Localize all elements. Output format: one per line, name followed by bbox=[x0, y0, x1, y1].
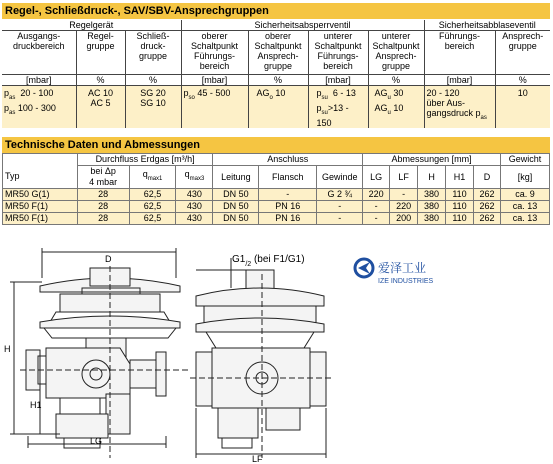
regulator-side-view bbox=[10, 248, 190, 458]
value-unterer-ansprech: $AG_u$ 30 $AG_u$ 10 bbox=[368, 86, 424, 128]
cell-qmax1: 62,5 bbox=[129, 201, 176, 213]
value-schliess: SG 20 SG 10 bbox=[125, 86, 181, 128]
cell-d: 262 bbox=[474, 189, 501, 201]
group-gewicht: Gewicht bbox=[500, 154, 549, 166]
dim-label-lg: LG bbox=[90, 436, 103, 446]
cell-qmax3: 430 bbox=[176, 201, 213, 213]
value-ausgang: $p_{as}$ 20 - 100 $p_{as}$ 100 - 300 bbox=[2, 86, 76, 128]
cell-qmax1: 62,5 bbox=[129, 213, 176, 225]
cell-lg: - bbox=[363, 201, 390, 213]
cell-typ: MR50 F(1) bbox=[3, 213, 78, 225]
header-qmax1: $q_{max1}$ bbox=[129, 166, 176, 189]
dim-label-lf: LF bbox=[252, 454, 263, 464]
cell-bei: 28 bbox=[77, 189, 129, 201]
group-sav: Sicherheitsabsperrventil bbox=[181, 20, 424, 31]
group-anschluss: Anschluss bbox=[213, 154, 363, 166]
header-kg: [kg] bbox=[500, 166, 549, 189]
unit-unterer-bereich: [mbar] bbox=[308, 75, 368, 86]
header-h1: H1 bbox=[446, 166, 474, 189]
col-ansprech: Ansprech- gruppe bbox=[495, 31, 550, 75]
header-bei: bei Δp 4 mbar bbox=[77, 166, 129, 189]
header-d: D bbox=[474, 166, 501, 189]
col-ausgang: Ausgangs- druckbereich bbox=[2, 31, 76, 75]
cell-bei: 28 bbox=[77, 201, 129, 213]
col-unterer-ansprech: unterer Schaltpunkt Ansprech- gruppe bbox=[368, 31, 424, 75]
value-oberer-ansprech: $AG_o$ 10 bbox=[248, 86, 308, 128]
group-regelgeraet: Regelgerät bbox=[2, 20, 181, 31]
group-durchfluss: Durchfluss Erdgas [m³/h] bbox=[77, 154, 213, 166]
unit-unterer-ansprech: % bbox=[368, 75, 424, 86]
cell-typ: MR50 F(1) bbox=[3, 201, 78, 213]
dim-label-d: D bbox=[105, 254, 112, 264]
value-unterer-bereich: $p_{su}$ 6 - 13 $p_{su}>13 - 150$ bbox=[308, 86, 368, 128]
cell-lf: - bbox=[390, 189, 418, 201]
cell-lf: 220 bbox=[390, 201, 418, 213]
col-unterer-bereich: unterer Schaltpunkt Führungs- bereich bbox=[308, 31, 368, 75]
cell-h: 380 bbox=[418, 213, 446, 225]
cell-qmax3: 430 bbox=[176, 213, 213, 225]
cell-flansch: PN 16 bbox=[259, 201, 317, 213]
col-regelgruppe: Regel- gruppe bbox=[76, 31, 125, 75]
cell-h: 380 bbox=[418, 189, 446, 201]
dim-label-h1: H1 bbox=[30, 400, 42, 410]
dim-label-h: H bbox=[4, 344, 11, 354]
cell-lf: 200 bbox=[390, 213, 418, 225]
header-gewinde: Gewinde bbox=[317, 166, 363, 189]
header-lg: LG bbox=[363, 166, 390, 189]
logo-en-text: IZE INDUSTRIES bbox=[378, 278, 434, 285]
col-oberer-bereich: oberer Schaltpunkt Führungs- bereich bbox=[181, 31, 248, 75]
cell-kg: ca. 13 bbox=[500, 213, 549, 225]
cell-flansch: - bbox=[259, 189, 317, 201]
ansprechgruppen-table bbox=[2, 20, 550, 128]
header-h: H bbox=[418, 166, 446, 189]
unit-oberer-bereich: [mbar] bbox=[181, 75, 248, 86]
unit-schliess: % bbox=[125, 75, 181, 86]
header-qmax3: $q_{max3}$ bbox=[176, 166, 213, 189]
cell-h1: 110 bbox=[446, 201, 474, 213]
cell-gewinde: - bbox=[317, 201, 363, 213]
unit-oberer-ansprech: % bbox=[248, 75, 308, 86]
cell-qmax3: 430 bbox=[176, 189, 213, 201]
cell-leitung: DN 50 bbox=[213, 213, 259, 225]
value-oberer-bereich: $p_{so}$ 45 - 500 bbox=[181, 86, 248, 128]
cell-h1: 110 bbox=[446, 213, 474, 225]
cell-flansch: PN 16 bbox=[259, 213, 317, 225]
technical-drawing bbox=[0, 248, 553, 464]
col-oberer-ansprech: oberer Schaltpunkt Ansprech- gruppe bbox=[248, 31, 308, 75]
header-typ-spacer bbox=[3, 154, 78, 166]
ize-logo bbox=[355, 259, 434, 285]
logo-cn-text: 爱泽工业 bbox=[378, 261, 427, 275]
value-fuehrung: 20 - 120 über Aus- gangsdruck $p_{as}$ bbox=[424, 86, 495, 128]
group-sbv: Sicherheitsabblaseventil bbox=[424, 20, 550, 31]
header-flansch: Flansch bbox=[259, 166, 317, 189]
unit-regel: % bbox=[76, 75, 125, 86]
header-leitung: Leitung bbox=[213, 166, 259, 189]
group-abmessungen: Abmessungen [mm] bbox=[363, 154, 501, 166]
regulator-front-view bbox=[190, 258, 334, 458]
cell-d: 262 bbox=[474, 201, 501, 213]
section-title-ansprechgruppen: Regel-, Schließdruck-, SAV/SBV-Ansprechgruppen bbox=[2, 3, 550, 19]
header-typ: Typ bbox=[3, 166, 78, 189]
section-title-technische-daten: Technische Daten und Abmessungen bbox=[2, 137, 550, 153]
unit-ausgang: [mbar] bbox=[2, 75, 76, 86]
cell-qmax1: 62,5 bbox=[129, 189, 176, 201]
table-row bbox=[3, 189, 550, 201]
value-regel: AC 10 AC 5 bbox=[76, 86, 125, 128]
unit-fuehrung: [mbar] bbox=[424, 75, 495, 86]
cell-lg: 220 bbox=[363, 189, 390, 201]
dim-label-g: $G1_{/2}$ (bei F1/G1) bbox=[232, 254, 305, 268]
col-schliessdruck: Schließ- druck- gruppe bbox=[125, 31, 181, 75]
cell-h1: 110 bbox=[446, 189, 474, 201]
cell-leitung: DN 50 bbox=[213, 201, 259, 213]
cell-gewinde: - bbox=[317, 213, 363, 225]
table-row bbox=[3, 201, 550, 213]
cell-typ: MR50 G(1) bbox=[3, 189, 78, 201]
table-row bbox=[3, 213, 550, 225]
cell-kg: ca. 9 bbox=[500, 189, 549, 201]
unit-ansprech: % bbox=[495, 75, 550, 86]
technische-daten-table bbox=[2, 153, 550, 225]
cell-h: 380 bbox=[418, 201, 446, 213]
cell-leitung: DN 50 bbox=[213, 189, 259, 201]
col-fuehrung: Führungs- bereich bbox=[424, 31, 495, 75]
cell-d: 262 bbox=[474, 213, 501, 225]
header-lf: LF bbox=[390, 166, 418, 189]
value-ansprech: 10 bbox=[517, 88, 528, 98]
cell-kg: ca. 13 bbox=[500, 201, 549, 213]
cell-lg: - bbox=[363, 213, 390, 225]
cell-bei: 28 bbox=[77, 213, 129, 225]
cell-gewinde: G 2 ¾ bbox=[317, 189, 363, 201]
